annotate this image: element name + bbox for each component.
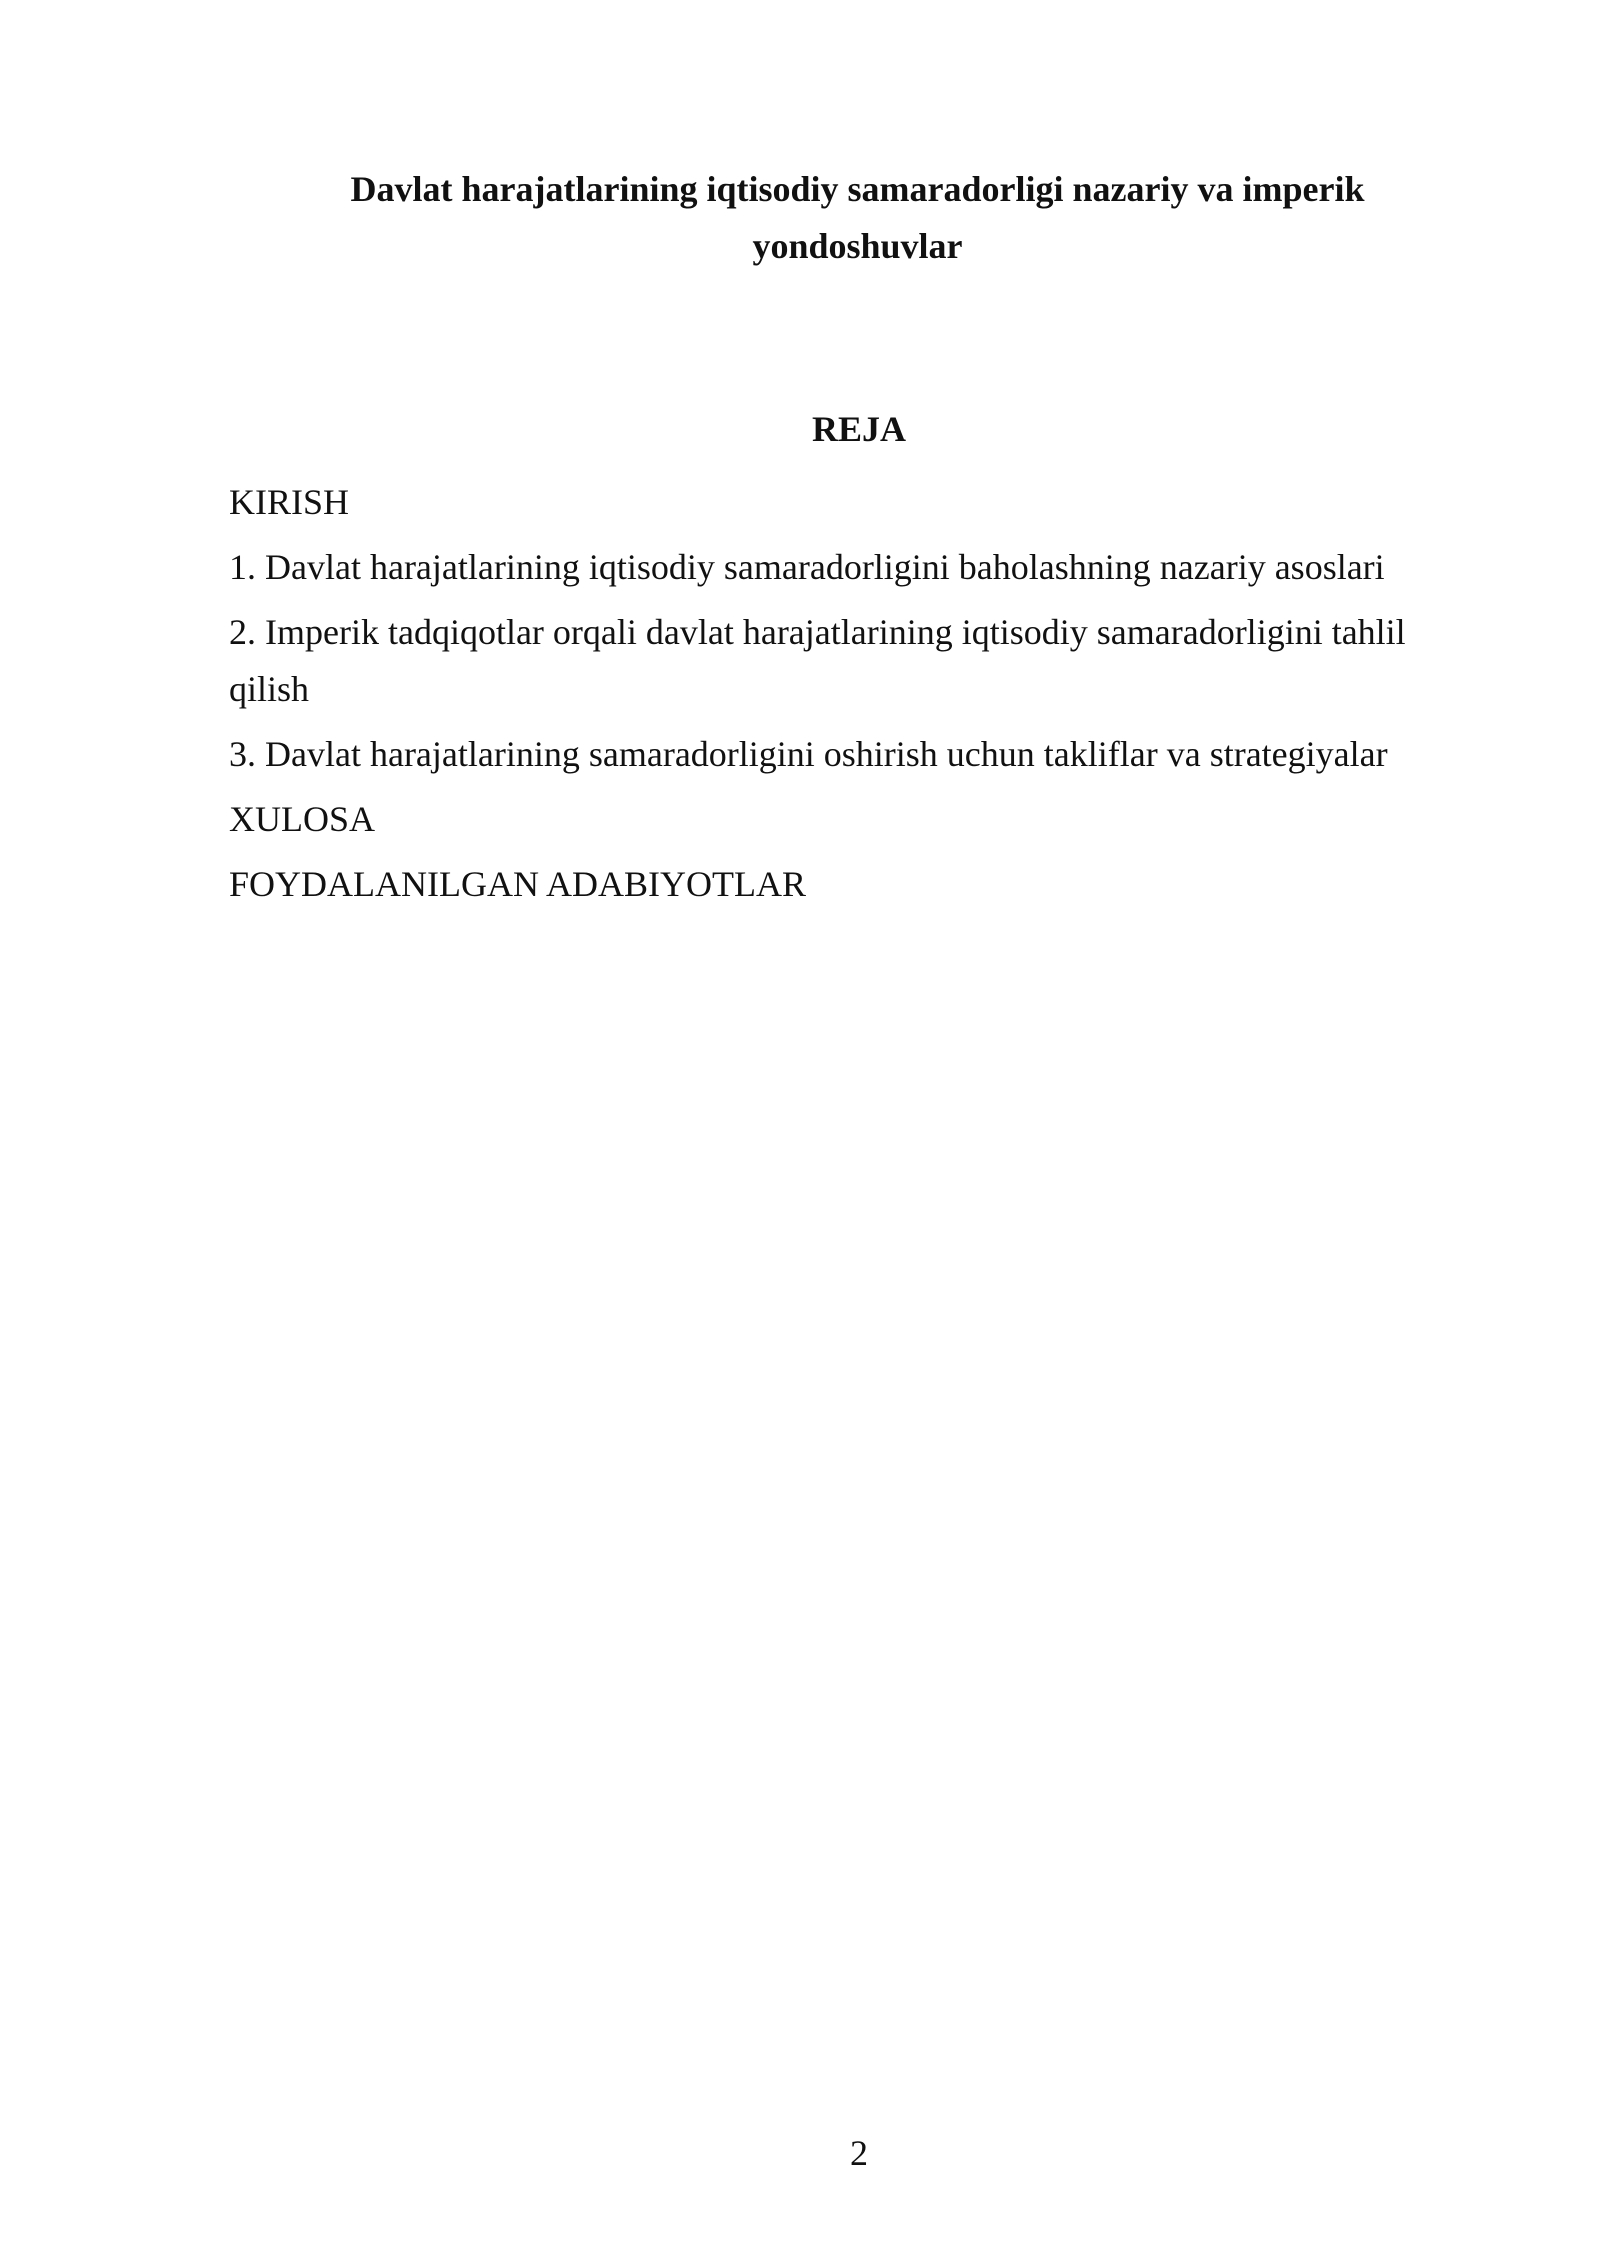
page-number: 2 [850,2133,868,2173]
toc-item-introduction: KIRISH [229,482,350,522]
toc-item-1: 1. Davlat harajatlarining iqtisodiy samaradorligini baholashning nazariy asoslari [229,547,1385,587]
toc-item-references: FOYDALANILGAN ADABIYOTLAR [229,864,806,904]
toc-item-3: 3. Davlat harajatlarining samaradorligini oshirish uchun takliflar va strategiyalar [229,734,1388,774]
toc-item-conclusion: XULOSA [229,799,376,839]
plan-heading: REJA [811,409,906,449]
document-title: Davlat harajatlarining iqtisodiy samaradorligi nazariy va imperik yondoshuvlar [350,169,1365,266]
toc-item-2: 2. Imperik tadqiqotlar orqali davlat harajatlarining iqtisodiy samaradorligini tahlil qilish [229,612,1406,709]
table-of-contents [229,474,1479,921]
